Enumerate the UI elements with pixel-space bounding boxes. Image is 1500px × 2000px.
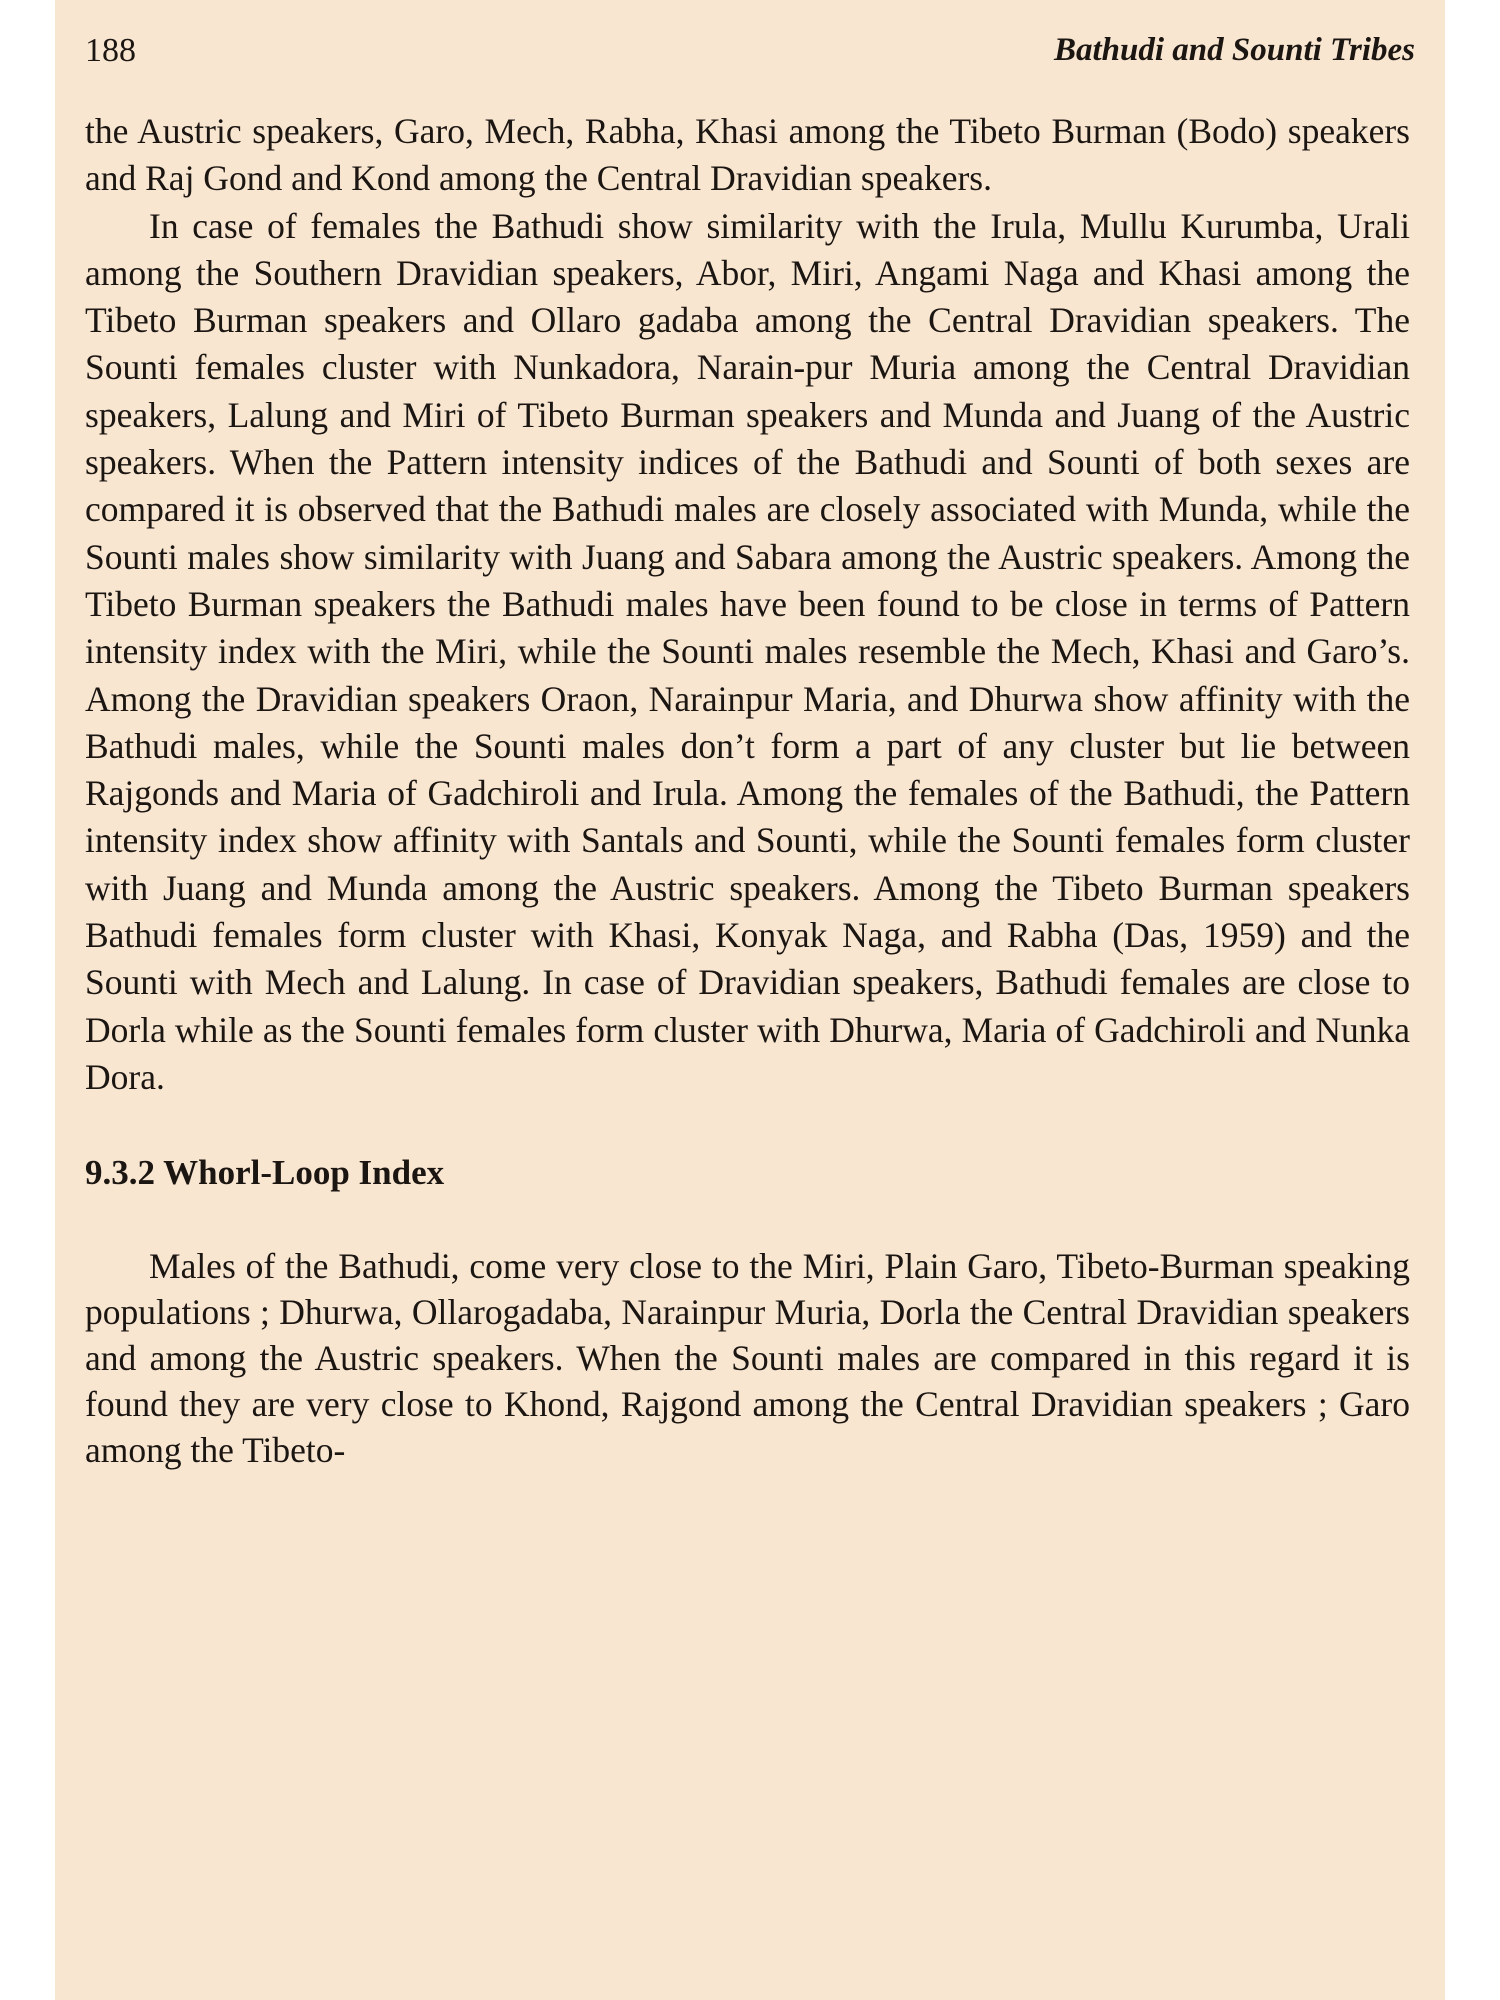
- paragraph: the Austric speakers, Garo, Mech, Rabha, Khasi among the Tibeto Burman (Bodo) speakers and Raj Gond and Kond among the Central Dravidian speakers.: [85, 111, 1410, 199]
- page-body: [85, 108, 1410, 1473]
- section-heading: 9.3.2 Whorl-Loop Index: [85, 1153, 445, 1193]
- paragraph: Males of the Bathudi, come very close to the Miri, Plain Garo, Tibeto-Burman speaking populations ; Dhurwa, Ollarogadaba, Narainpur Muria, Dorla the Central Dravidian speakers and among the Austric speakers. When the Sounti males are compared in this regard it is found they are very close to Khond, Rajgond among the Central Dravidian speakers ; Garo among the Tibeto-: [85, 1245, 1410, 1470]
- paragraph: In case of females the Bathudi show similarity with the Irula, Mullu Kurumba, Urali among the Southern Dravidian speakers, Abor, Miri, Angami Naga and Khasi among the Tibeto Burman speakers and Ollaro gadaba among the Central Dravidian speakers. The Sounti females cluster with Nunkadora, Narain-pur Muria among the Central Dravidian speakers, Lalung and Miri of Tibeto Burman speakers and Munda and Juang of the Austric speakers. When the Pattern intensity indices of the Bathudi and Sounti of both sexes are compared it is observed that the Bathudi males are closely associated with Munda, while the Sounti males show similarity with Juang and Sabara among the Austric speakers. Among the Tibeto Burman speakers the Bathudi males have been found to be close in terms of Pattern intensity index with the Miri, while the Sounti males resemble the Mech, Khasi and Garo’s. Among the Dravidian speakers Oraon, Narainpur Maria, and Dhurwa show affinity with the Bathudi males, while the Sounti males don’t form a part of any cluster but lie between Rajgonds and Maria of Gadchiroli and Irula. Among the females of the Bathudi, the Pattern intensity index show affinity with Santals and Sounti, while the Sounti females form cluster with Juang and Munda among the Austric speakers. Among the Tibeto Burman speakers Bathudi females form cluster with Khasi, Konyak Naga, and Rabha (Das, 1959) and the Sounti with Mech and Lalung. In case of Dravidian speakers, Bathudi females are close to Dorla while as the Sounti females form cluster with Dhurwa, Maria of Gadchiroli and Nunka Dora.: [85, 205, 1410, 1097]
- running-head: Bathudi and Sounti Tribes: [1054, 32, 1415, 68]
- book-page: [55, 0, 1445, 2000]
- page-header: [85, 32, 1415, 72]
- page-number: 188: [85, 32, 136, 69]
